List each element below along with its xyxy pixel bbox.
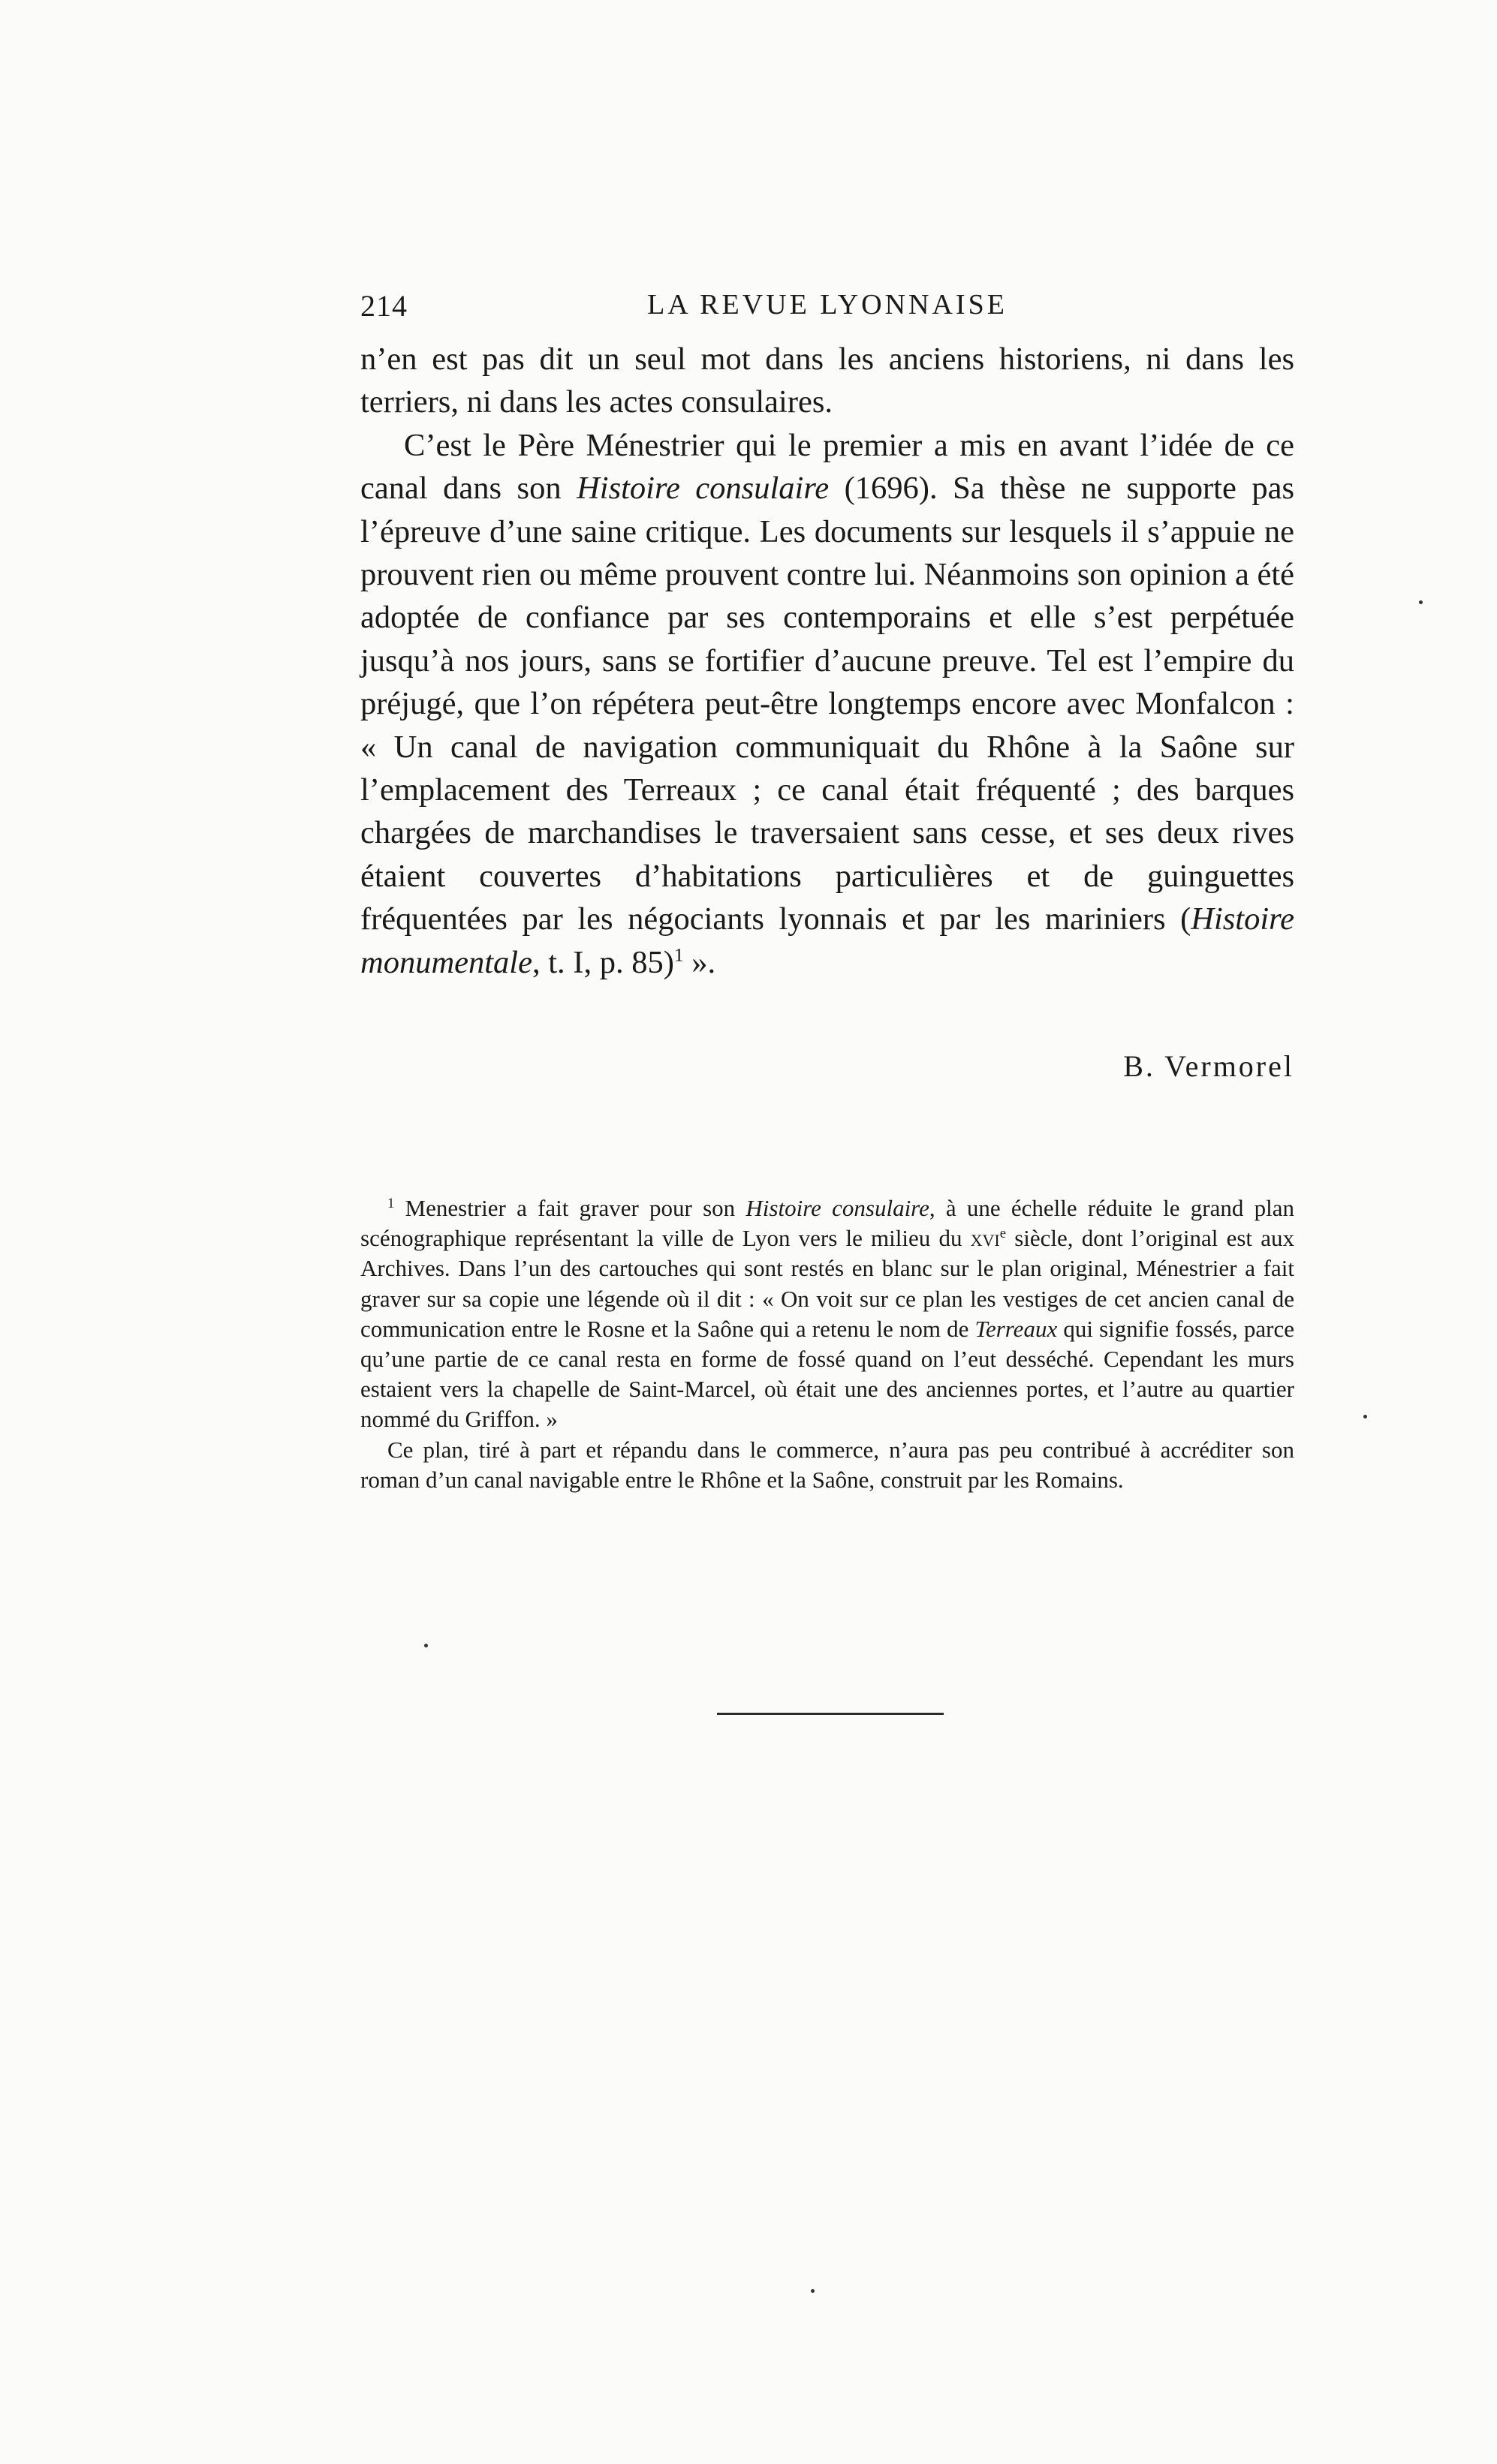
footnote-1: [360, 1193, 1294, 1435]
work-title-histoire-monumentale: Histoire monumentale: [360, 901, 1294, 980]
paragraph-2: [360, 424, 1294, 984]
page-number: 214: [360, 289, 408, 323]
footnote-1-work-title: Histoire consulaire: [745, 1195, 929, 1221]
author-signature: B. Vermorel: [1123, 1049, 1294, 1083]
footnote-1-century-sup: e: [999, 1226, 1007, 1242]
running-title: LA REVUE LYONNAISE: [647, 289, 1008, 320]
footnote-1-century: xvi: [970, 1225, 1000, 1252]
paragraph-2-text-a: C’est le Père Ménestrier qui le premier a mis en avant l’idée de ce canal dans son: [360, 427, 1294, 507]
paper-speck: [1363, 1415, 1367, 1419]
footnote-1-marker: 1: [387, 1195, 395, 1211]
paragraph-1: n’en est pas dit un seul mot dans les anciens historiens, ni dans les terriers, ni dans les actes consulaires.: [360, 341, 1294, 420]
page-header: [360, 288, 1294, 333]
footnotes: [360, 1193, 1294, 1495]
paper-speck: [1419, 600, 1423, 604]
body-text: [360, 338, 1294, 984]
footnote-1-text-b: , à une échelle réduite le grand plan scénographique représentant la ville de Lyon vers le milieu du: [360, 1195, 1294, 1252]
paper-speck: [811, 2289, 815, 2293]
footnote-1-text-c: siècle, dont l’original est aux Archives. Dans l’un des cartouches qui sont restés en blanc sur le plan original, Ménestrier a fait graver sur sa copie une légende où il dit : « On voit sur ce plan les vestiges de cet ancien canal de communication entre le Rosne et la Saône qui a retenu le nom de: [360, 1225, 1294, 1342]
footnote-2: Ce plan, tiré à part et répandu dans le commerce, n’aura pas peu contribué à accréditer son roman d’un canal navigable entre le Rhône et la Saône, construit par les Romains.: [360, 1436, 1294, 1493]
footnote-reference: 1: [673, 943, 684, 966]
paragraph-2-text-d: ».: [683, 944, 716, 980]
footnote-1-terreaux: Terreaux: [974, 1315, 1058, 1342]
paragraph-2-text-c: , t. I, p. 85): [532, 944, 674, 980]
footnote-1-text-d: qui signifie fossés, parce qu’une partie de ce canal resta en forme de fossé quand on l’eut desséché. Cependant les murs estaient vers la chapelle de Saint-Marcel, où était une des anciennes portes, et l’autre au quartier nommé du Griffon. »: [360, 1315, 1294, 1433]
work-title-histoire-consulaire: Histoire consulaire: [577, 471, 830, 507]
closing-rule: [717, 1713, 944, 1715]
paragraph-2-text-b: (1696). Sa thèse ne supporte pas l’épreuve d’une saine critique. Les documents sur lesquels il s’appuie ne prouvent rien ou même prouvent contre lui. Néanmoins son opinion a été adoptée de confiance par ses contemporains et elle s’est perpétuée jusqu’à nos jours, sans se fortifier d’aucune preuve. Tel est l’empire du préjugé, que l’on répétera peut-être longtemps encore avec Monfalcon : « Un canal de navigation communiquait du Rhône à la Saône sur l’emplacement des Terreaux ; ce canal était fréquenté ; des barques chargées de marchandises le traversaient sans cesse, et ses deux rives étaient couvertes d’habitations particulières et de guinguettes fréquentées par les négociants lyonnais et par les mariniers (: [360, 471, 1295, 937]
paper-speck: [424, 1644, 428, 1647]
footnote-1-text-a: Menestrier a fait graver pour son: [394, 1195, 746, 1221]
